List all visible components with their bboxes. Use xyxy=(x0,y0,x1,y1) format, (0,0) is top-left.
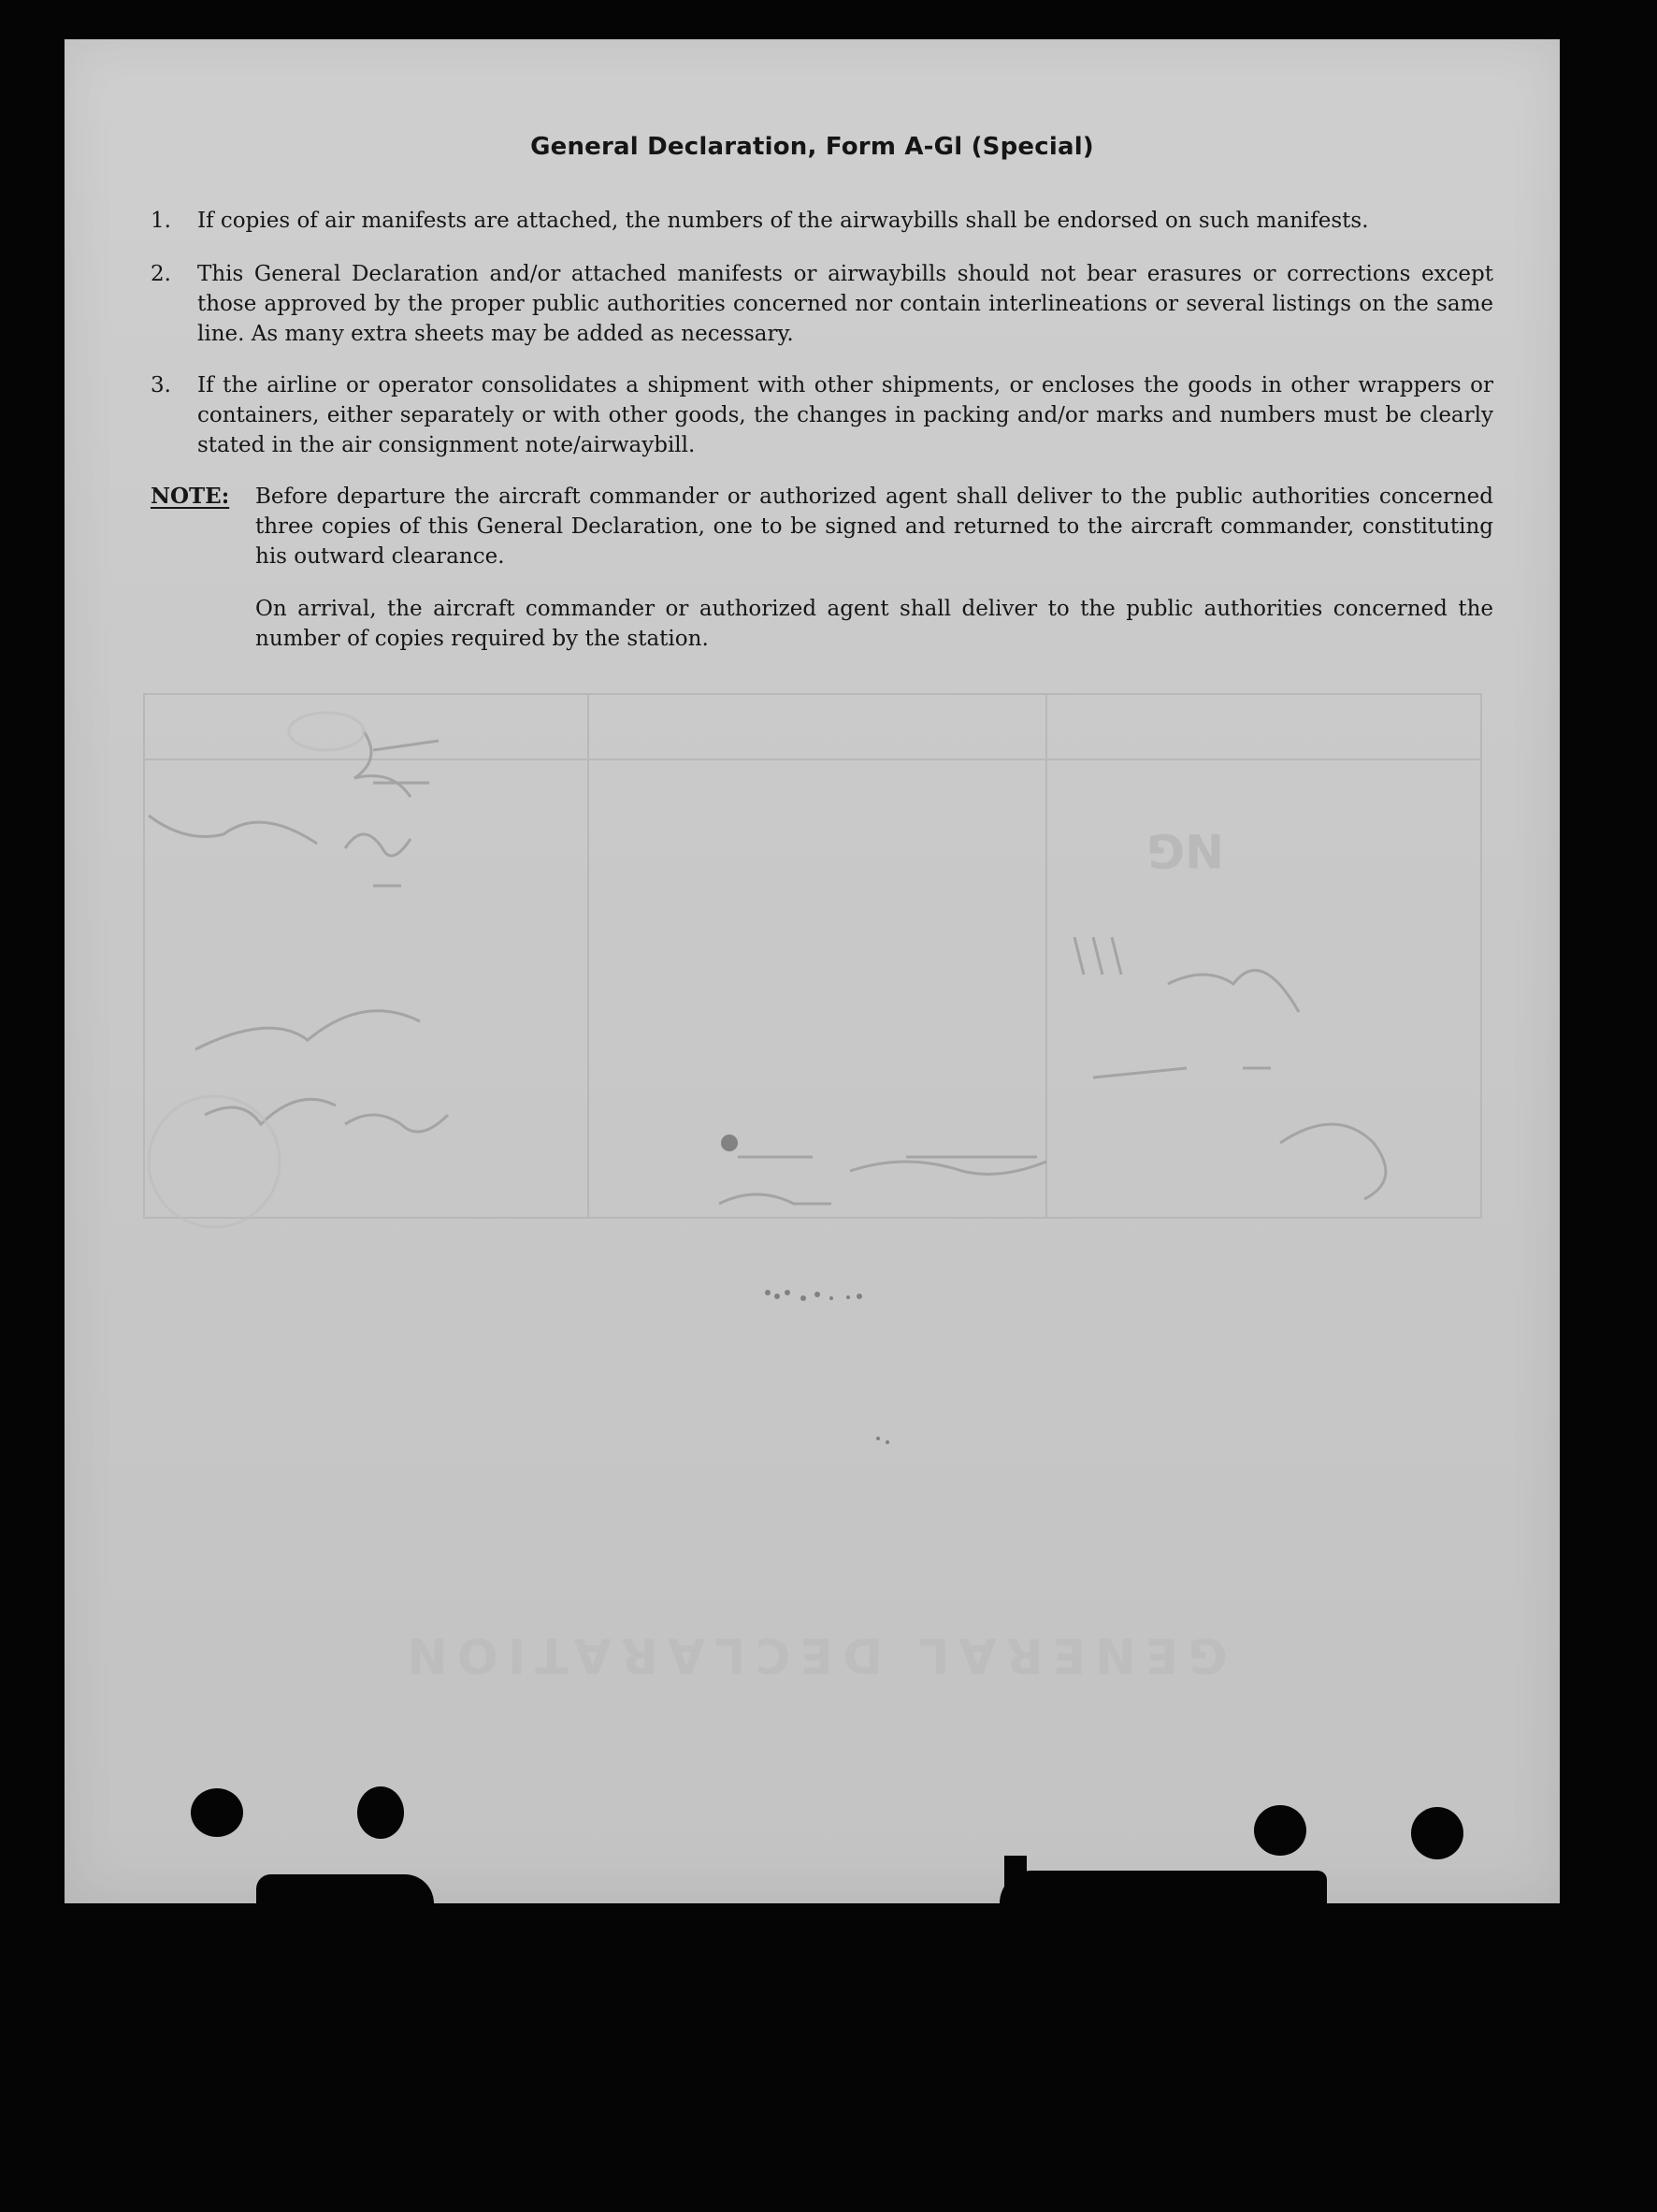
torn-edge xyxy=(1004,1856,1027,1893)
svg-text:GENERAL DECLARATION: GENERAL DECLARATION xyxy=(397,1626,1228,1683)
item-number: 2. xyxy=(151,262,171,286)
punch-hole xyxy=(1254,1805,1306,1856)
item-text: If the airline or operator consolidates a shipment with other shipments, or encloses the goods in other wrappers or containers, either separately or with other goods, the changes in packing and/or marks and numbers must be clearly stated in the air consignment note/airwaybill. xyxy=(197,373,1493,457)
punch-hole xyxy=(1411,1807,1463,1859)
note-section xyxy=(151,482,1493,654)
punch-hole xyxy=(357,1786,404,1839)
note-label: NOTE: xyxy=(151,484,230,509)
item-number: 3. xyxy=(151,373,171,398)
torn-edge xyxy=(256,1874,434,1903)
instruction-item-1 xyxy=(151,206,1493,236)
item-text: This General Declaration and/or attached manifests or airwaybills should not bear erasures or corrections except those approved by the proper public authorities concerned nor contain interlineations or several listings on the same line. As many extra sheets may be added as necessary. xyxy=(197,262,1493,346)
document-page xyxy=(65,39,1560,1903)
note-paragraph-departure: Before departure the aircraft commander or authorized agent shall deliver to the public authorities concerned three copies of this General Declaration, one to be signed and returned to the aircraft commander, constituting his outward clearance. xyxy=(255,484,1493,569)
item-number: 1. xyxy=(151,209,171,233)
torn-edge xyxy=(1000,1871,1327,1903)
punch-hole xyxy=(191,1788,243,1837)
svg-text:NG: NG xyxy=(1146,823,1224,877)
note-paragraph-arrival: On arrival, the aircraft commander or authorized agent shall deliver to the public authorities concerned the number of copies required by the station. xyxy=(255,597,1493,651)
instruction-item-2 xyxy=(151,259,1493,349)
document-title: General Declaration, Form A-Gl (Special) xyxy=(530,133,1094,161)
item-text: If copies of air manifests are attached, the numbers of the airwaybills shall be endorsed on such manifests. xyxy=(197,209,1369,233)
instruction-item-3 xyxy=(151,370,1493,460)
